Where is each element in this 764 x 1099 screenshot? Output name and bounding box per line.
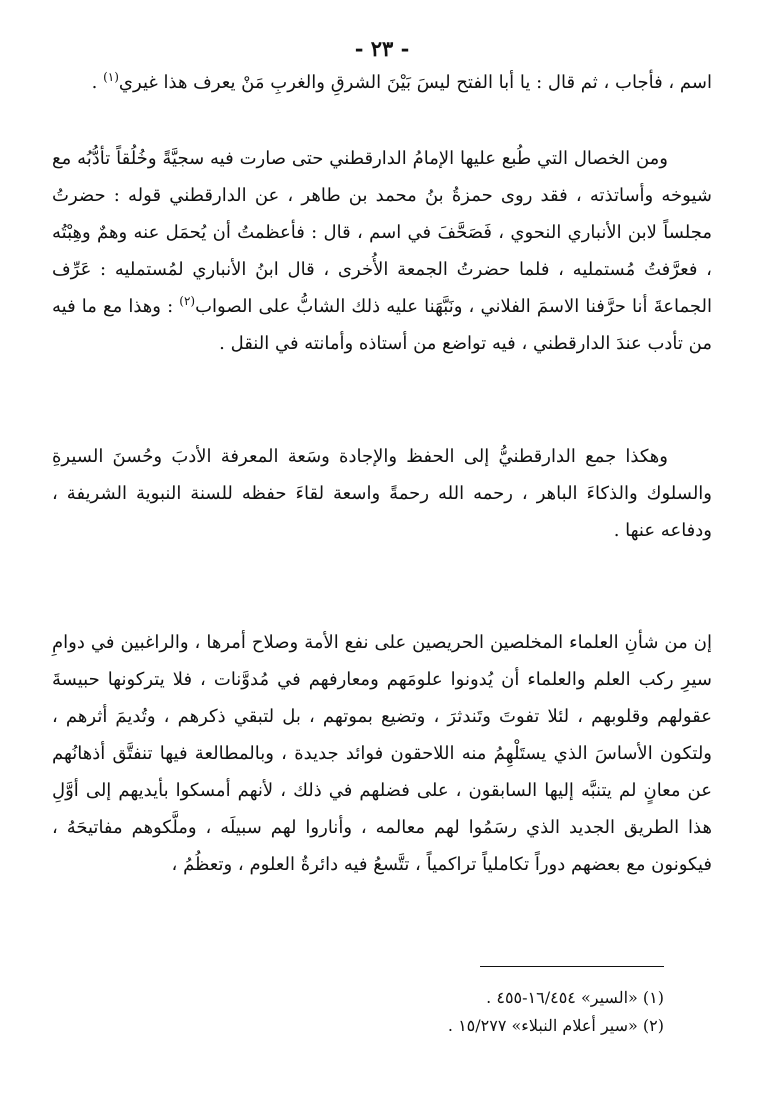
paragraph-tail: . <box>91 72 104 93</box>
footnote-number: (٢) <box>642 1016 664 1035</box>
footnote-ref-1[interactable]: (١) <box>103 70 119 84</box>
footnote-text: «سير أعلام النبلاء» ١٥/٢٧٧ . <box>447 1016 638 1035</box>
paragraph-tail: : وهذا مع ما فيه من تأدب عندَ الدارقطني ، فيه تواضع من أستاذه وأمانته في النقل . <box>52 296 712 354</box>
footnote-divider <box>480 966 664 967</box>
paragraph-works <box>52 624 712 883</box>
footnote-number: (١) <box>642 988 664 1007</box>
paragraph-text: وهكذا جمع الدارقطنيُّ إلى الحفظ والإجادة وسَعة المعرفة الأدبَ وحُسنَ السيرةِ والسلوك والذكاءَ الباهر ، رحمه الله رحمةً واسعة لقاءَ حفظه للسنة النبوية الشريفة ، ودفاعه عنها . <box>52 446 712 541</box>
paragraph-text: ومن الخصال التي طُبع عليها الإمامُ الدارقطني حتى صارت فيه سجيَّةً وخُلُقاً تأدُّبُه مع شيوخه وأساتذته ، فقد روى حمزةُ بنُ محمد بن طاهر ، عن الدارقطني قوله : حضرتُ مجلساً لابن الأنباري النحوي ، فَصَحَّفَ في اسم ، قال : فأعظمتُ أن يُحمَل عنه وهمٌ وهِبْتُه ، فعرَّفتُ مُستمليه ، فلما حضرتُ الجمعة الأُخرى ، قال ابنُ الأنباري لمُستمليه : عَرِّف الجماعةَ أنا حرَّفنا الاسمَ الفلاني ، ونَبَّهَنا عليه ذلك الشابُّ على الصواب <box>52 148 712 317</box>
paragraph-continuation <box>52 64 712 101</box>
page-number: - ٢٣ - <box>354 36 410 61</box>
footnote-2 <box>104 1012 664 1040</box>
footnote-text: «السير» ١٦/٤٥٤-٤٥٥ . <box>486 988 638 1007</box>
paragraph-text: إن من شأنِ العلماء المخلصين الحريصين على نفع الأمة وصلاح أمرها ، والراغبين في دوامِ سيرِ ركب العلم والعلماء أن يُدونوا علومَهم ومعارفهم في مُدوَّنات ، فلا يتركونها حبيسةَ عقولهم وقلوبهم ، لئلا تفوتَ وتَندثرَ ، وتضيع بموتهم ، بل لتبقي ذكرهم ، وتُديمَ أثرهم ، ولتكون الأساسَ الذي يستَلْهِمُ منه اللاحقون فوائد جديدة ، وبالمطالعة فيها تنفتَّق أذهانُهم عن معانٍ لم يتنبَّه إليها السابقون ، على فضلهم في ذلك ، لأنهم أمسكوا بأيديهم إلى أوَّلِ هذا الطريق الجديد الذي رسَمُوا لهم معالمه ، وأناروا لهم سبيلَه ، وملَّكوهم مفاتيحَهُ ، فيكونون مع بعضهم دوراً تكاملياً تراكمياً ، تتَّسعُ فيه دائرةُ العلوم ، وتعظُمُ ، <box>52 632 712 875</box>
paragraph-summary <box>52 438 712 549</box>
footnote-ref-2[interactable]: (٢) <box>179 294 196 308</box>
paragraph-text: اسم ، فأجاب ، ثم قال : يا أبا الفتح ليسَ بَيْنَ الشرقِ والغربِ مَنْ يعرف هذا غيري <box>118 72 712 93</box>
footnotes <box>104 984 664 1040</box>
footnote-1 <box>104 984 664 1012</box>
paragraph-etiquette <box>52 140 712 362</box>
